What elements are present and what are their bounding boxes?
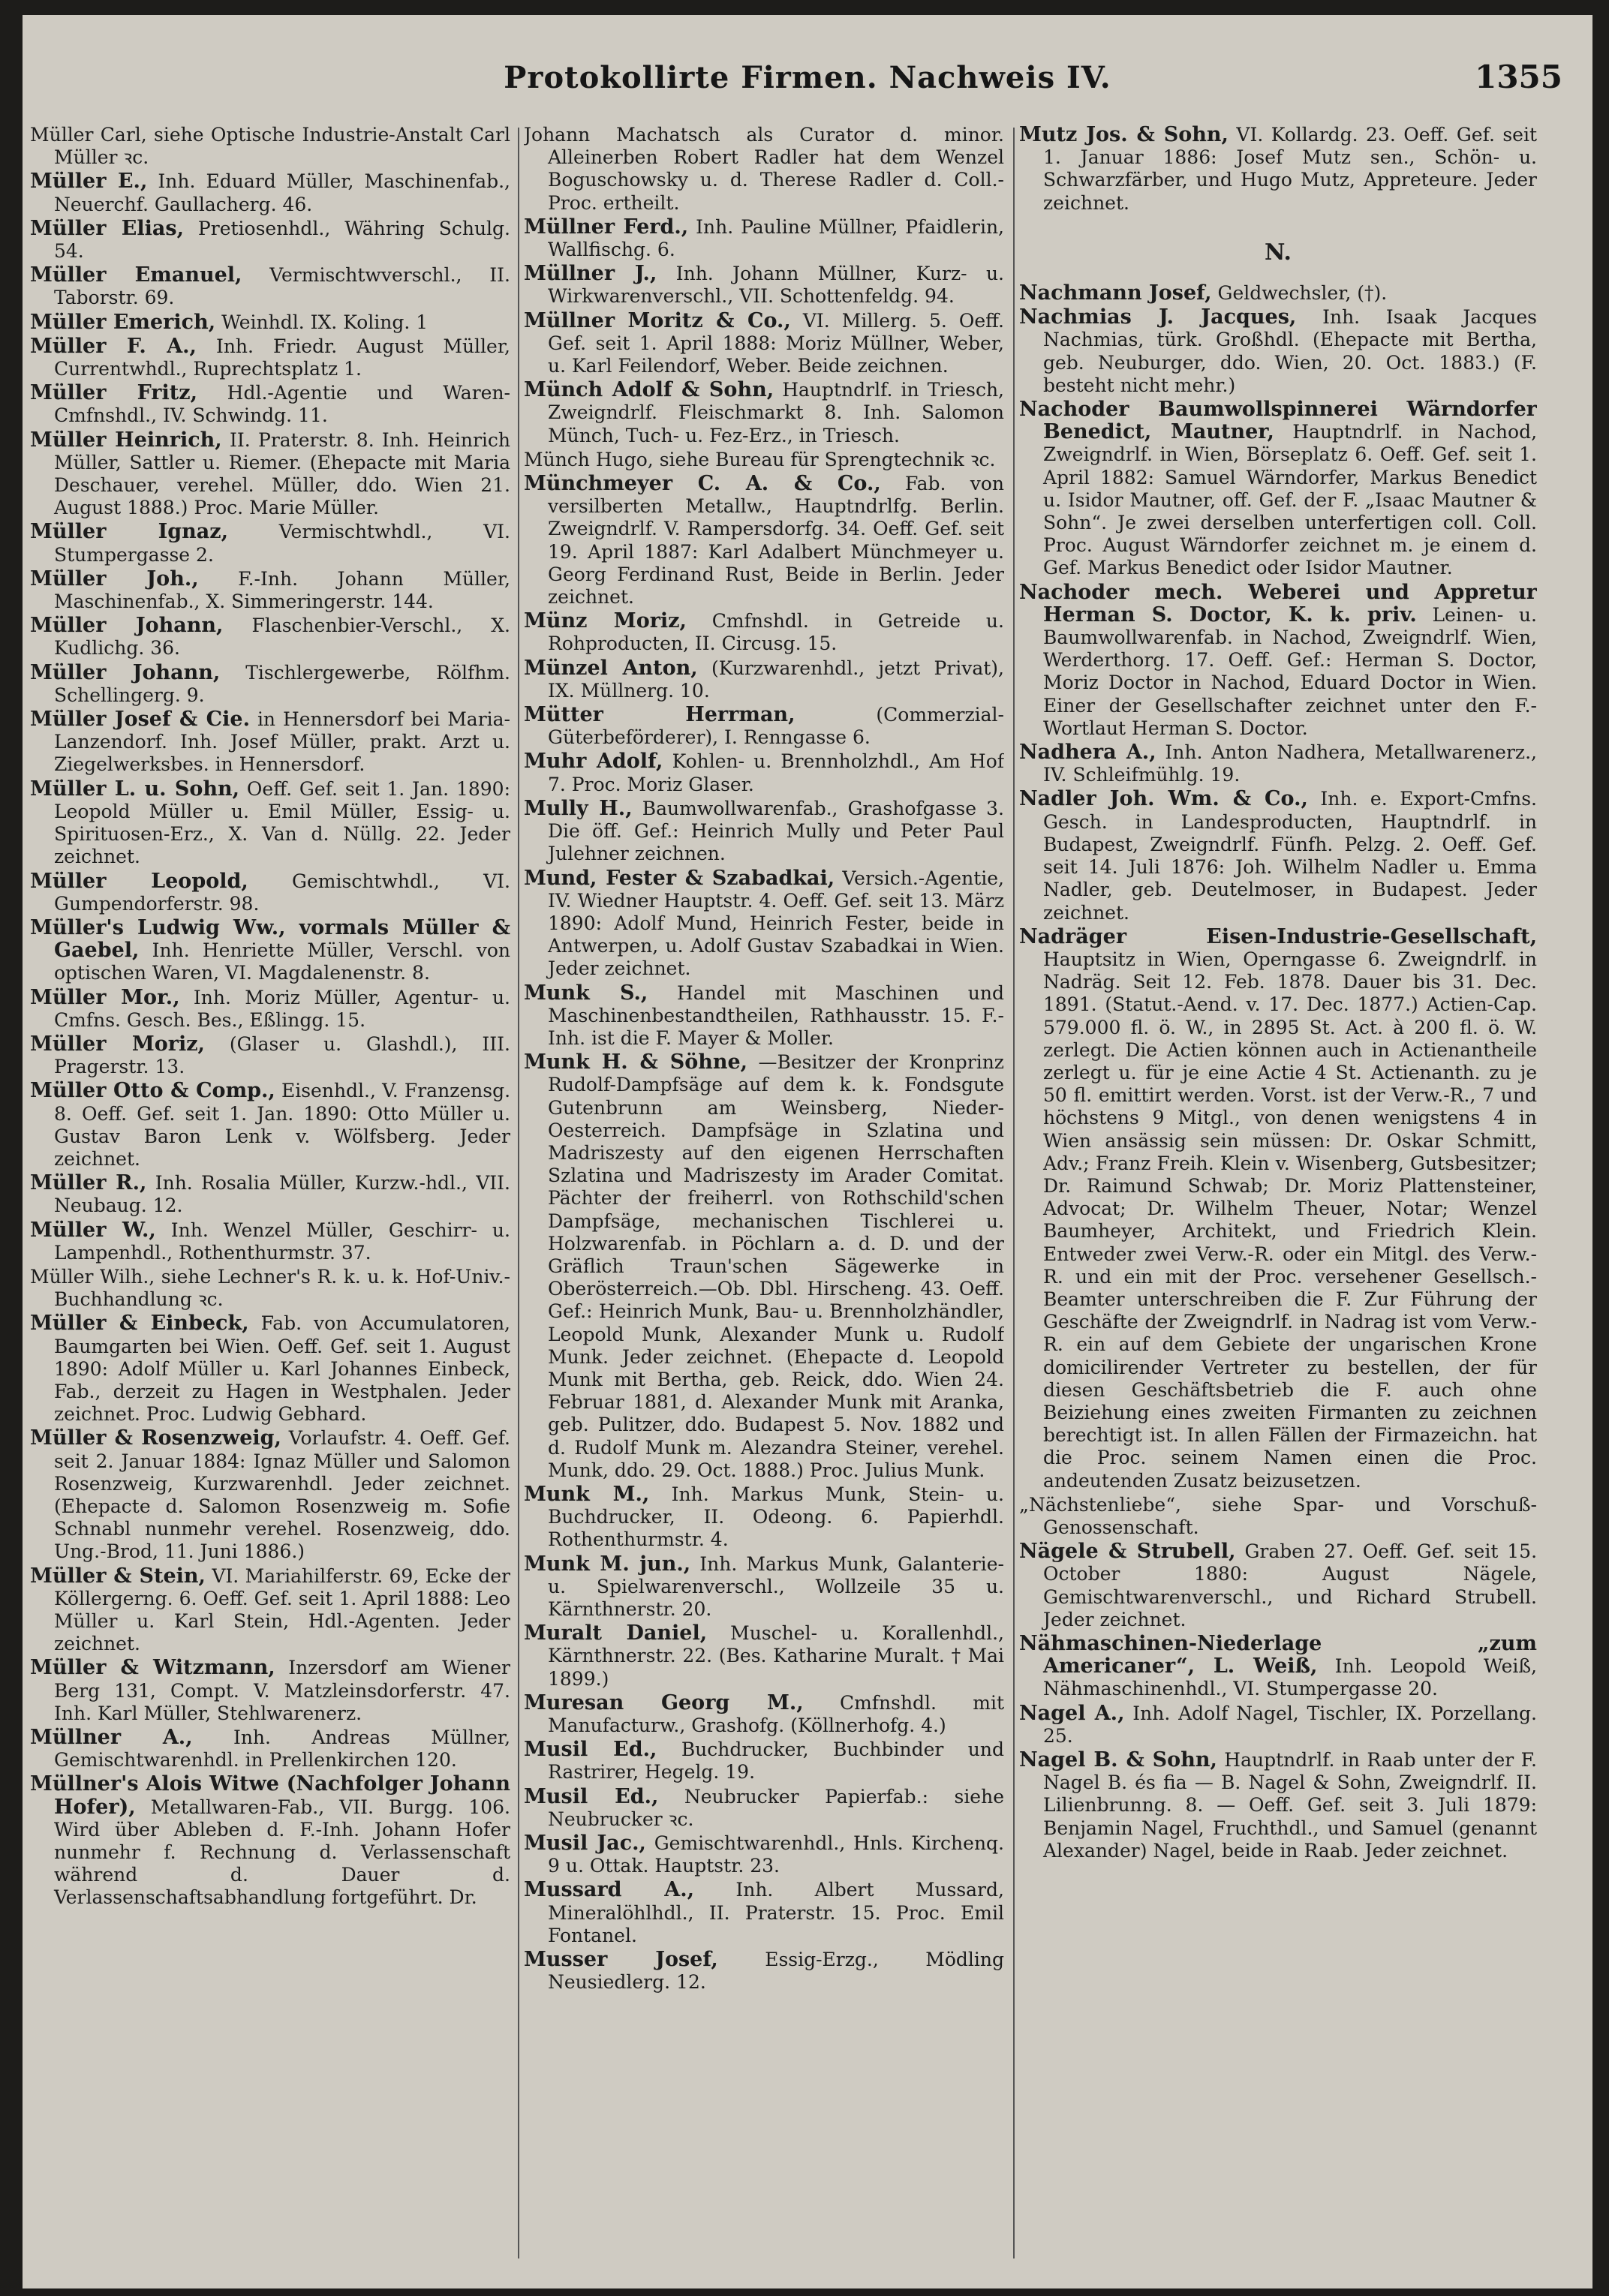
firm-name: Mütter Herrman,	[524, 703, 795, 727]
directory-entry	[524, 610, 1004, 655]
firm-name: Münch Adolf & Sohn,	[524, 378, 774, 402]
firm-name: Müller Johann,	[30, 660, 221, 684]
firm-name: Müller's Ludwig Ww., vormals Müller & Gaebel,	[30, 915, 510, 963]
entry-text: Hauptndrlf. in Triesch, Zweigndrlf. Fleischmarkt 8. Inh. Salomon Münch, Tuch- u. Fez-Erz., in Triesch.	[548, 379, 1004, 446]
directory-entry	[524, 1622, 1004, 1690]
entry-text: Hauptsitz in Wien, Operngasse 6. Zweigndrlf. in Nadräg. Seit 12. Feb. 1878. Dauer bis 31. Dec. 1891. (Statut.-Aend. v. 17. Dec. 1877.) Actien-Cap. 579.000 fl. ö. W., in 2895 St. Act. à 200 fl. ö. W. zerlegt. Die Actien können auch in Actienantheile zerlegt u. für je eine Actie 4 St. Actienanth. zu je 50 fl. emittirt werden. Vorst. ist der Verw.-R., 7 und höchstens 9 Mitgl., von denen wenigstens 4 in Wien ansässig sein müssen: Dr. Oskar Schmitt, Adv.; Franz Freih. Klein v. Wisenberg, Gutsbesitzer; Dr. Raimund Schwab; Dr. Moriz Plattensteiner, Advocat; Dr. Wilhelm Theuer, Notar; Wenzel Baumheyer, Architekt, und Friedrich Klein. Entweder zwei Verw.-R. oder ein Mitgl. des Verw.-R. und ein mit der Proc. versehener Gesellsch.-Beamter unterschreiben die F. Zur Führung der Geschäfte der Zweigndrlf. in Nadrag ist vom Verw.-R. ein auf dem Gebiete der ungarischen Krone domicilirender Vertreter zu bestellen, der für diesen Geschäftsbetrieb die F. auch ohne Beiziehung eines zweiten Firmanten zu zeichnen berechtigt ist. In allen Fällen der Firmazeichn. hat die Proc. seinem Namen einen die Proc. andeutenden Zusatz beizusetzen.	[1043, 948, 1537, 1492]
directory-entry	[524, 1553, 1004, 1621]
directory-entry	[1019, 926, 1537, 1492]
entry-text: Inh. Andreas Müllner, Gemischtwarenhdl. in Prellenkirchen 120.	[54, 1727, 510, 1772]
directory-entry	[30, 1773, 510, 1909]
firm-name: Müller Fritz,	[30, 381, 197, 405]
firm-name: Muhr Adolf,	[524, 750, 663, 774]
directory-entry	[30, 870, 510, 915]
entry-text: Oeff. Gef. seit 1. Jan. 1890: Leopold Müller u. Emil Müller, Essig- u. Spirituosen-Erz., X. Van d. Nüllg. 22. Jeder zeichnet.	[54, 777, 510, 868]
directory-entry	[1019, 124, 1537, 215]
firm-name: Nagel B. & Sohn,	[1019, 1748, 1217, 1772]
entry-text: —Besitzer der Kronprinz Rudolf-Dampfsäge auf dem k. k. Fondsgute Gutenbrunn am Weinsberg, Nieder-Oesterreich. Dampfsäge in Szlatina und Madriszesty auf den eigenen Herrschaften Szlatina und Madriszesty im Arader Comitat. Pächter der freiherrl. von Rothschild'schen Dampfsäge, mechanischen Tischlerei u. Holzwarenfab. in Pöchlarn a. d. D. und der Gräflich Traun'schen Sägewerke in Oberösterreich.—Ob. Dbl. Hirscheng. 43. Oeff. Gef.: Heinrich Munk, Bau- u. Brennholzhändler, Leopold Munk, Alexander Munk u. Rudolf Munk. Jeder zeichnet. (Ehepacte d. Leopold Munk mit Bertha, geb. Reick, ddo. Wien 24. Februar 1881, d. Alexander Munk mit Aranka, geb. Pulitzer, ddo. Budapest 5. Nov. 1882 und d. Rudolf Munk m. Alezandra Steiner, verehel. Munk, ddo. 29. Oct. 1888.) Proc. Julius Munk.	[548, 1051, 1004, 1481]
entry-text: Versich.-Agentie, IV. Wiedner Hauptstr. 4. Oeff. Gef. seit 13. März 1890: Adolf Mund, Heinrich Fester, beide in Antwerpen, u. Adolf Gustav Szabadkai in Wien. Jeder zeichnet.	[548, 867, 1004, 980]
column-1	[30, 124, 510, 2285]
entry-text: Müller Wilh., siehe Lechner's R. k. u. k. Hof-Univ.-Buchhandlung ꝛc.	[30, 1265, 510, 1311]
firm-name: Müller Emerich,	[30, 310, 216, 334]
entry-text: Pretiosenhdl., Währing Schulg. 54.	[54, 217, 510, 263]
column-rule	[1013, 128, 1015, 2258]
entry-text: (Commerzial-Güterbeförderer), I. Renngasse 6.	[548, 704, 1004, 749]
firm-name: Mutz Jos. & Sohn,	[1019, 124, 1229, 146]
directory-entry	[30, 1565, 510, 1656]
entry-text: VI. Millerg. 5. Oeff. Gef. seit 1. April 1888: Moriz Müllner, Weber, u. Karl Feilendorf, Weber. Beide zeichnen.	[548, 309, 1004, 377]
directory-entry	[30, 615, 510, 660]
directory-entry	[524, 1739, 1004, 1784]
firm-name: Münchmeyer C. A. & Co.,	[524, 472, 881, 496]
firm-name: Müller R.,	[30, 1171, 147, 1195]
directory-entry	[30, 124, 510, 169]
firm-name: Müller F. A.,	[30, 334, 197, 358]
firm-name: Müller W.,	[30, 1218, 156, 1242]
directory-entry	[1019, 1749, 1537, 1862]
entry-text: Inh. e. Export-Cmfns. Gesch. in Landesproducten, Hauptndrlf. in Budapest, Zweigndrlf. Fünfh. Pelzg. 2. Oeff. Gef. seit 14. Juli 1876: Joh. Wilhelm Nadler u. Emma Nadler, geb. Deutelmoser, in Budapest. Jeder zeichnet.	[1043, 788, 1537, 924]
directory-entry	[30, 1657, 510, 1725]
entry-text: Inh. Anton Nadhera, Metallwarenerz., IV. Schleifmühlg. 19.	[1043, 741, 1537, 786]
entry-text: Inh. Moriz Müller, Agentur- u. Cmfns. Gesch. Bes., Eßlingg. 15.	[54, 986, 510, 1031]
entry-text: Inh. Isaak Jacques Nachmias, türk. Großhdl. (Ehepacte mit Bertha, geb. Neuburger, ddo. Wien, 20. Oct. 1883.) (F. besteht nicht mehr.)	[1043, 306, 1537, 396]
firm-name: Mussard A.,	[524, 1878, 695, 1902]
entry-text: Flaschenbier-Verschl., X. Kudlichg. 36.	[54, 615, 510, 660]
directory-entry	[30, 1727, 510, 1772]
directory-entry	[524, 1692, 1004, 1737]
firm-name: Nägele & Strubell,	[1019, 1540, 1236, 1564]
firm-name: Müllner Ferd.,	[524, 215, 689, 239]
firm-name: Nagel A.,	[1019, 1701, 1125, 1725]
directory-entry	[524, 1949, 1004, 1994]
directory-entry	[1019, 1633, 1537, 1701]
entry-text: Geldwechsler, (†).	[1217, 282, 1388, 305]
directory-entry	[30, 1219, 510, 1264]
directory-page	[23, 15, 1592, 2288]
running-title: Protokollirte Firmen. Nachweis IV.	[504, 60, 1111, 95]
directory-entry	[1019, 788, 1537, 924]
firm-name: Münzel Anton,	[524, 656, 698, 680]
directory-entry	[524, 982, 1004, 1050]
entry-text: Essig-Erzg., Mödling Neusiedlerg. 12.	[548, 1949, 1004, 1994]
directory-entry	[1019, 398, 1537, 580]
entry-text: Inh. Eduard Müller, Maschinenfab., Neuerchf. Gaullacherg. 46.	[54, 170, 510, 215]
firm-name: Müllner A.,	[30, 1726, 193, 1750]
entry-text: Baumwollwarenfab., Grashofgasse 3. Die öff. Gef.: Heinrich Mully und Peter Paul Julehner zeichnen.	[548, 797, 1004, 865]
directory-entry	[30, 382, 510, 427]
firm-name: Nadräger Eisen-Industrie-Gesellschaft,	[1019, 924, 1537, 948]
firm-name: Munk M. jun.,	[524, 1552, 691, 1576]
firm-name: Müllner's Alois Witwe (Nachfolger Johann Hofer),	[30, 1772, 510, 1819]
firm-name: Müller Leopold,	[30, 869, 248, 893]
entry-text: Inh. Rosalia Müller, Kurzw.-hdl., VII. Neubaug. 12.	[54, 1172, 510, 1217]
entry-text: Münch Hugo, siehe Bureau für Sprengtechnik ꝛc.	[524, 448, 996, 470]
entry-text: VI. Kollardg. 23. Oeff. Gef. seit 1. Januar 1886: Josef Mutz sen., Schön- u. Schwarzfärber, und Hugo Mutz, Appreteure. Jeder zeichnet.	[1043, 124, 1537, 214]
entry-text: Inh. Markus Munk, Stein- u. Buchdrucker, II. Odeong. 6. Papierhdl. Rothenthurmstr. 4.	[548, 1483, 1004, 1551]
entry-text: Gemischtwhdl., VI. Gumpendorferstr. 98.	[54, 870, 510, 915]
column-3	[1019, 124, 1537, 2285]
firm-name: Mund, Fester & Szabadkai,	[524, 866, 835, 890]
entry-text: Vorlaufstr. 4. Oeff. Gef. seit 2. Januar 1884: Ignaz Müller und Salomon Rosenzweig, Kurzwarenhdl. Jeder zeichnet. (Ehepacte d. Salomon Rosenzweig m. Sofie Schnabl nunmehr verehel. Rosenzweig, ddo. Ung.-Brod, 11. Juni 1886.)	[54, 1427, 510, 1563]
directory-entry	[524, 473, 1004, 609]
entry-text: Inh. Leopold Weiß, Nähmaschinenhdl., VI. Stumpergasse 20.	[1043, 1655, 1537, 1700]
firm-name: Mully H.,	[524, 796, 633, 820]
column-2	[524, 124, 1004, 2285]
entry-text: Inh. Adolf Nagel, Tischler, IX. Porzellang. 25.	[1043, 1702, 1537, 1747]
firm-name: Müller Otto & Comp.,	[30, 1079, 275, 1103]
firm-name: Nadhera A.,	[1019, 741, 1156, 765]
directory-entry	[30, 778, 510, 869]
entry-text: Graben 27. Oeff. Gef. seit 15. October 1880: August Nägele, Gemischtwarenverschl., und Richard Strubell. Jeder zeichnet.	[1043, 1540, 1537, 1630]
directory-entry	[30, 521, 510, 566]
directory-entry	[30, 1427, 510, 1563]
entry-text: Inh. Markus Munk, Galanterie- u. Spielwarenverschl., Wollzeile 35 u. Kärnthnerstr. 20.	[548, 1552, 1004, 1620]
entry-text: II. Praterstr. 8. Inh. Heinrich Müller, Sattler u. Riemer. (Ehepacte mit Maria Deschauer, verehel. Müller, ddo. Wien 21. August 1888.) Proc. Marie Müller.	[54, 428, 510, 519]
directory-entry	[524, 1879, 1004, 1947]
firm-name: Musil Ed.,	[524, 1784, 659, 1808]
entry-text: Inh. Friedr. August Müller, Currentwhdl., Ruprechtsplatz 1.	[54, 335, 510, 380]
entry-text: Fab. von versilberten Metallw., Hauptndrlfg. Berlin. Zweigndrlf. V. Rampersdorfg. 34. Oeff. Gef. seit 19. April 1887: Karl Adalbert Münchmeyer u. Georg Ferdinand Rust, Beide in Berlin. Jeder zeichnet.	[548, 473, 1004, 609]
firm-name: Müller Heinrich,	[30, 428, 222, 452]
directory-entry	[524, 750, 1004, 795]
entry-text: „Nächstenliebe“, siehe Spar- und Vorschuß-Genossenschaft.	[1019, 1493, 1537, 1538]
entry-text: Fab. von Accumulatoren, Baumgarten bei Wien. Oeff. Gef. seit 1. August 1890: Adolf Müller u. Karl Johannes Einbeck, Fab., derzeit zu Hagen in Westphalen. Jeder zeichnet. Proc. Ludwig Gebhard.	[54, 1312, 510, 1426]
firm-name: Munk S.,	[524, 981, 648, 1005]
entry-text: Hdl.-Agentie und Waren-Cmfnshdl., IV. Schwindg. 11.	[54, 382, 510, 427]
directory-entry	[30, 987, 510, 1032]
entry-text: VI. Mariahilferstr. 69, Ecke der Köllergerng. 6. Oeff. Gef. seit 1. April 1888: Leo Müller u. Karl Stein, Hdl.-Agenten. Jeder zeichnet.	[54, 1564, 510, 1655]
firm-name: Müller Ignaz,	[30, 520, 229, 544]
directory-entry	[30, 1080, 510, 1171]
directory-entry	[524, 1483, 1004, 1552]
entry-text: Hauptndrlf. in Raab unter der F. Nagel B. és fia — B. Nagel & Sohn, Zweigndrlf. II. Lilienbrunng. 8. — Oeff. Gef. seit 3. Juli 1879: Benjamin Nagel, Fruchthdl., und Samuel (genannt Alexander) Nagel, beide in Raab. Jeder zeichnet.	[1043, 1749, 1537, 1862]
directory-entry	[524, 1786, 1004, 1831]
directory-entry	[30, 662, 510, 707]
firm-name: Müllner Moritz & Co.,	[524, 308, 791, 332]
column-rule	[518, 128, 519, 2258]
entry-text: Muschel- u. Korallenhdl., Kärnthnerstr. 22. (Bes. Katharine Muralt. † Mai 1899.)	[548, 1622, 1004, 1690]
firm-name: Nachoder Baumwollspinnerei Wärndorfer Benedict, Mautner,	[1019, 398, 1537, 444]
directory-entry	[1019, 1494, 1537, 1539]
entry-text: (Kurzwarenhdl., jetzt Privat), IX. Müllnerg. 10.	[548, 657, 1004, 702]
entry-text: Leinen- u. Baumwollwarenfab. in Nachod, Zweigndrlf. Wien, Werderthorg. 17. Oeff. Gef.: Herman S. Doctor, Moriz Doctor in Nachod, Eduard Doctor in Wien. Einer der Gesellschafter zeichnet unter den F.-Wortlaut Herman S. Doctor.	[1043, 603, 1537, 739]
directory-entry	[30, 335, 510, 380]
directory-entry	[1019, 582, 1537, 740]
directory-entry	[1019, 1540, 1537, 1631]
firm-name: Musser Josef,	[524, 1948, 718, 1972]
firm-name: Nähmaschinen-Niederlage „zum Americaner“, L. Weiß,	[1019, 1632, 1537, 1678]
firm-name: Musil Jac.,	[524, 1832, 646, 1856]
directory-entry	[1019, 741, 1537, 786]
firm-name: Müller & Rosenzweig,	[30, 1426, 281, 1450]
entry-text: Inh. Henriette Müller, Verschl. von optischen Waren, VI. Magdalenenstr. 8.	[54, 939, 510, 984]
directory-entry	[30, 708, 510, 777]
firm-name: Müller Johann,	[30, 614, 224, 638]
firm-name: Müller E.,	[30, 170, 148, 194]
directory-entry	[524, 1051, 1004, 1482]
directory-entry	[524, 657, 1004, 702]
entry-text: Hauptndrlf. in Nachod, Zweigndrlf. in Wien, Börseplatz 6. Oeff. Gef. seit 1. April 1882: Samuel Wärndorfer, Markus Benedict u. Isidor Mautner, off. Gef. der F. „Isaac Mautner & Sohn“. Je zwei derselben unterfertigen coll. Coll. Proc. August Wärndorfer zeichnet m. je einem d. Gef. Markus Benedict oder Isidor Mautner.	[1043, 421, 1537, 579]
directory-entry	[30, 1312, 510, 1426]
entry-text: Müller Carl, siehe Optische Industrie-Anstalt Carl Müller ꝛc.	[30, 124, 510, 169]
firm-name: Muralt Daniel,	[524, 1621, 708, 1645]
directory-entry	[1019, 1702, 1537, 1748]
directory-entry	[30, 1033, 510, 1078]
entry-text: Inzersdorf am Wiener Berg 131, Compt. V. Matzleinsdorferstr. 47. Inh. Karl Müller, Stehlwarenerz.	[54, 1657, 510, 1724]
firm-name: Müller & Witzmann,	[30, 1656, 275, 1680]
firm-name: Müller & Einbeck,	[30, 1312, 249, 1336]
entry-text: F.-Inh. Johann Müller, Maschinenfab., X. Simmeringerstr. 144.	[54, 567, 510, 613]
entry-text: Metallwaren-Fab., VII. Burgg. 106. Wird über Ableben d. F.-Inh. Johann Hofer nunmehr f. Rechnung d. Verlassenschaft während d. Dauer d. Verlassenschaftsabhandlung fortgeführt. Dr.	[54, 1796, 510, 1909]
firm-name: Münz Moriz,	[524, 609, 687, 633]
firm-name: Müller L. u. Sohn,	[30, 777, 240, 801]
directory-entry	[30, 170, 510, 215]
page-number: 1355	[1475, 59, 1562, 95]
entry-text: Kohlen- u. Brennholzhdl., Am Hof 7. Proc. Moriz Glaser.	[548, 750, 1004, 795]
directory-entry	[30, 429, 510, 520]
firm-name: Nachmann Josef,	[1019, 281, 1212, 305]
directory-entry	[30, 568, 510, 613]
entry-text: Eisenhdl., V. Franzensg. 8. Oeff. Gef. seit 1. Jan. 1890: Otto Müller u. Gustav Baron Lenk v. Wölfsberg. Jeder zeichnet.	[54, 1080, 510, 1170]
directory-entry	[30, 917, 510, 985]
directory-entry	[30, 264, 510, 309]
directory-entry	[30, 311, 510, 334]
firm-name: Müller Joh.,	[30, 566, 199, 591]
firm-name: Müllner J.,	[524, 262, 657, 286]
directory-entry	[30, 218, 510, 263]
entry-text: (Glaser u. Glashdl.), III. Pragerstr. 13.	[54, 1032, 510, 1078]
firm-name: Müller Emanuel,	[30, 263, 242, 287]
entry-text: Weinhdl. IX. Koling. 1	[221, 311, 429, 333]
directory-entry	[30, 1172, 510, 1217]
entry-text: Inh. Albert Mussard, Mineralöhlhdl., II. Praterstr. 15. Proc. Emil Fontanel.	[548, 1879, 1004, 1946]
entry-text: Cmfnshdl. mit Manufacturw., Grashofg. (Köllnerhofg. 4.)	[548, 1691, 1004, 1737]
entry-text: Gemischtwarenhdl., Hnls. Kirchenq. 9 u. Ottak. Hauptstr. 23.	[548, 1832, 1004, 1877]
directory-entry	[524, 310, 1004, 378]
firm-name: Musil Ed.,	[524, 1738, 657, 1762]
directory-entry	[524, 798, 1004, 866]
entry-text: Johann Machatsch als Curator d. minor. Alleinerben Robert Radler hat dem Wenzel Boguschowsky u. d. Therese Radler d. Coll.-Proc. ertheilt.	[524, 124, 1004, 214]
entry-text: Inh. Wenzel Müller, Geschirr- u. Lampenhdl., Rothenthurmstr. 37.	[54, 1219, 510, 1264]
entry-text: Inh. Johann Müllner, Kurz- u. Wirkwarenverschl., VII. Schottenfeldg. 94.	[548, 263, 1004, 308]
firm-name: Müller Elias,	[30, 216, 184, 240]
firm-name: Müller Josef & Cie.	[30, 708, 251, 732]
directory-entry	[524, 704, 1004, 749]
firm-name: Munk H. & Söhne,	[524, 1050, 748, 1074]
entry-text: in Hennersdorf bei Maria-Lanzendorf. Inh. Josef Müller, prakt. Arzt u. Ziegelwerksbes. in Hennersdorf.	[54, 708, 510, 776]
entry-text: Cmfnshdl. in Getreide u. Rohproducten, II. Circusg. 15.	[548, 610, 1004, 655]
directory-entry	[1019, 282, 1537, 305]
directory-entry	[524, 216, 1004, 261]
directory-entry	[524, 867, 1004, 981]
entry-text: Inh. Pauline Müllner, Pfaidlerin, Wallfischg. 6.	[548, 215, 1004, 261]
entry-text: Vermischtwverschl., II. Taborstr. 69.	[54, 264, 510, 309]
firm-name: Nachmias J. Jacques,	[1019, 305, 1297, 329]
firm-name: Müller Moriz,	[30, 1032, 205, 1056]
firm-name: Munk M.,	[524, 1482, 650, 1506]
entry-text: Vermischtwhdl., VI. Stumpergasse 2.	[54, 521, 510, 566]
directory-entry	[524, 379, 1004, 447]
firm-name: Nadler Joh. Wm. & Co.,	[1019, 787, 1308, 811]
entry-text: Neubrucker Papierfab.: siehe Neubrucker ꝛc.	[548, 1785, 1004, 1830]
firm-name: Müller & Stein,	[30, 1564, 206, 1588]
directory-entry	[524, 1832, 1004, 1877]
section-letter-heading: N.	[1265, 239, 1292, 266]
page-header	[23, 60, 1592, 105]
entry-text: Buchdrucker, Buchbinder und Rastrirer, Hegelg. 19.	[548, 1739, 1004, 1784]
directory-entry	[524, 449, 1004, 471]
firm-name: Muresan Georg M.,	[524, 1690, 804, 1714]
directory-entry	[524, 263, 1004, 308]
directory-entry	[524, 124, 1004, 215]
firm-name: Müller Mor.,	[30, 985, 180, 1009]
directory-entry	[30, 1266, 510, 1311]
entry-text: Tischlergewerbe, Rölfhm. Schellingerg. 9.	[54, 661, 510, 706]
directory-entry	[1019, 306, 1537, 397]
firm-name: Nachoder mech. Weberei und Appretur Herman S. Doctor, K. k. priv.	[1019, 580, 1537, 627]
entry-text: Handel mit Maschinen und Maschinenbestandtheilen, Rathhausstr. 15. F.-Inh. ist die F. Mayer & Moller.	[548, 981, 1004, 1049]
